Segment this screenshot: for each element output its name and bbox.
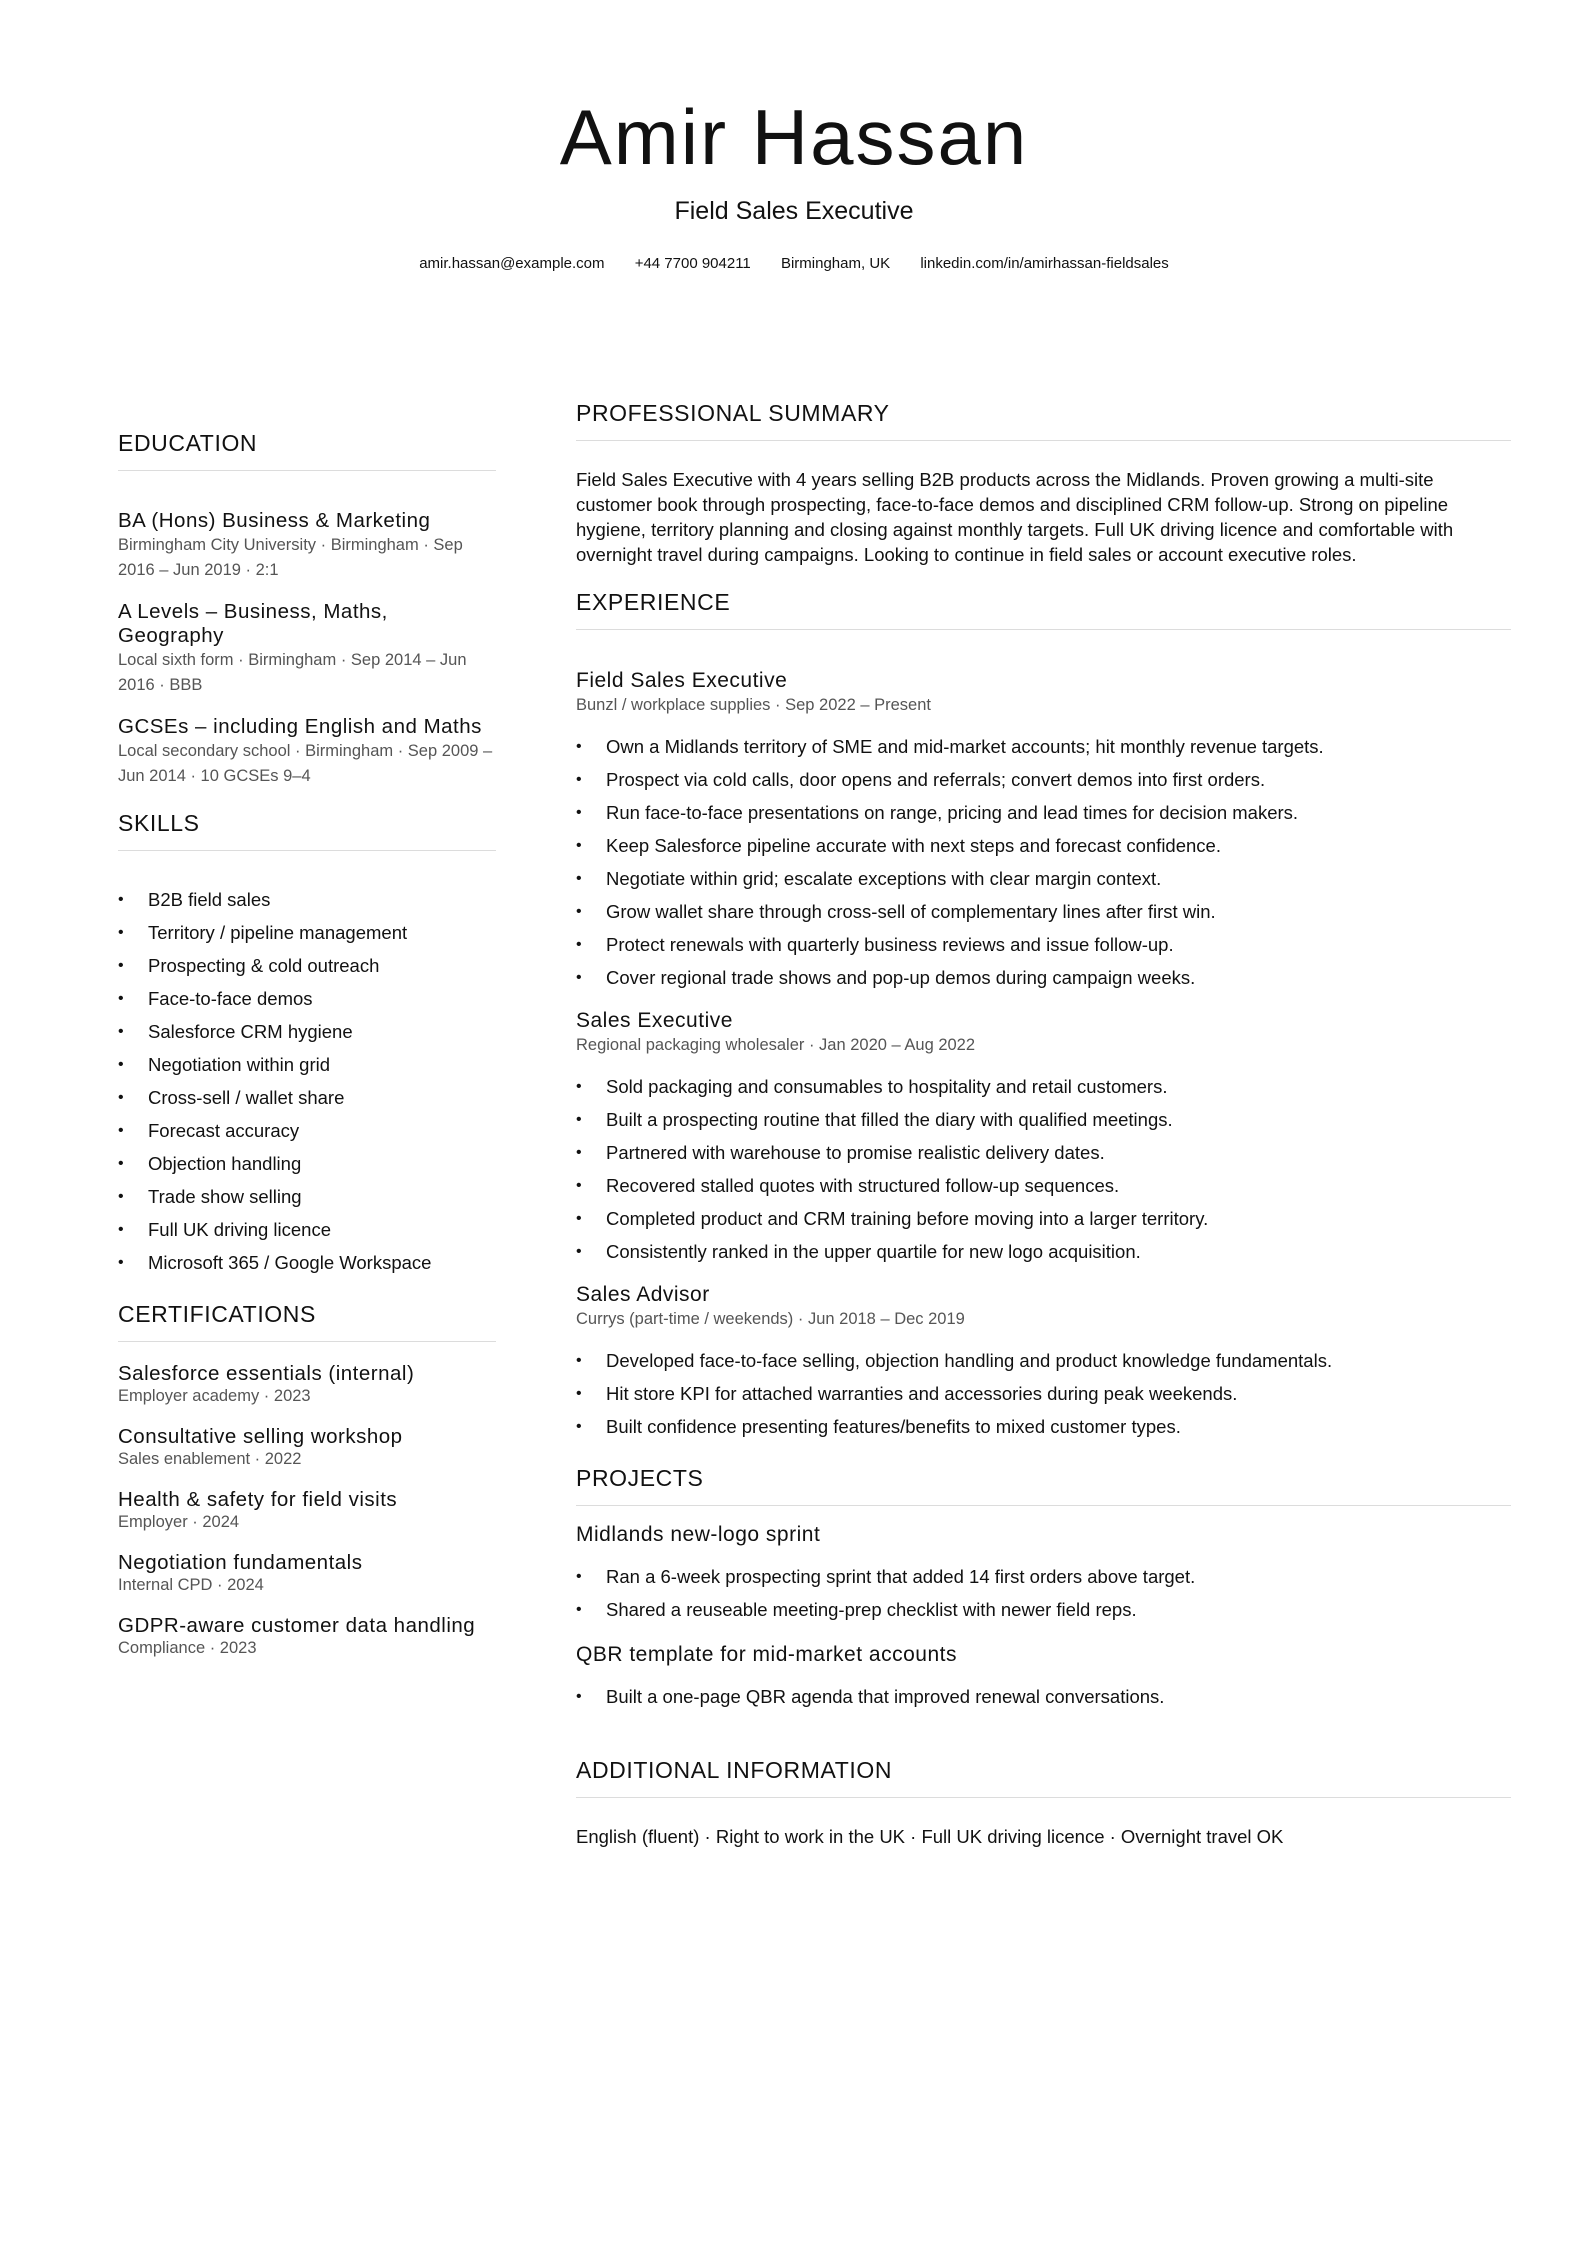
job-meta: Regional packaging wholesaler · Jan 2020 – Aug 2022 bbox=[576, 1036, 976, 1054]
project-bullet: • Built a one-page QBR agenda that improved renewal conversations. bbox=[576, 1680, 1511, 1713]
skill-item: • Territory / pipeline management bbox=[118, 916, 496, 949]
certification-name: Health & safety for field visits bbox=[118, 1488, 398, 1511]
project-name: QBR template for mid-market accounts bbox=[576, 1643, 957, 1666]
certifications-section bbox=[118, 1299, 496, 1658]
job-bullet: • Negotiate within grid; escalate exceptions with clear margin context. bbox=[576, 862, 1511, 895]
summary-section bbox=[576, 398, 1511, 567]
education-degree: A Levels – Business, Maths, Geography bbox=[118, 600, 388, 647]
candidate-headline: Field Sales Executive bbox=[674, 197, 914, 225]
education-degree: BA (Hons) Business & Marketing bbox=[118, 509, 431, 532]
job-bullets bbox=[576, 730, 1511, 994]
job-bullets bbox=[576, 1344, 1511, 1443]
certification-item bbox=[118, 1425, 496, 1469]
certification-details: Employer academy · 2023 bbox=[118, 1387, 311, 1405]
certification-name: Consultative selling workshop bbox=[118, 1425, 403, 1448]
project-name: Midlands new-logo sprint bbox=[576, 1523, 821, 1546]
job-title: Sales Executive bbox=[576, 1009, 733, 1032]
job-entry bbox=[576, 1282, 1511, 1443]
certification-item bbox=[118, 1551, 496, 1595]
additional-heading: ADDITIONAL INFORMATION bbox=[576, 1755, 1511, 1798]
certification-details: Compliance · 2023 bbox=[118, 1639, 257, 1657]
certification-details: Employer · 2024 bbox=[118, 1513, 240, 1531]
job-bullet: • Sold packaging and consumables to hospitality and retail customers. bbox=[576, 1070, 1511, 1103]
education-details: Birmingham City University · Birmingham · Sep 2016 – Jun 2019 · 2:1 bbox=[118, 536, 463, 579]
certification-item bbox=[118, 1614, 496, 1658]
skill-item: • Forecast accuracy bbox=[118, 1114, 496, 1147]
education-details: Local sixth form · Birmingham · Sep 2014 – Jun 2016 · BBB bbox=[118, 651, 467, 694]
job-bullet: • Grow wallet share through cross-sell of complementary lines after first win. bbox=[576, 895, 1511, 928]
education-section bbox=[118, 428, 496, 789]
additional-section bbox=[576, 1755, 1511, 1849]
projects-heading: PROJECTS bbox=[576, 1463, 1511, 1506]
certification-details: Internal CPD · 2024 bbox=[118, 1576, 264, 1594]
contact-email: amir.hassan@example.com bbox=[419, 255, 605, 272]
skill-item: • Trade show selling bbox=[118, 1180, 496, 1213]
education-degree: GCSEs – including English and Maths bbox=[118, 715, 482, 738]
summary-text: Field Sales Executive with 4 years selling B2B products across the Midlands. Proven growing a multi-site customer book through prospecting, face-to-face demos and disciplined CRM follow-up. Strong on pipeline hygiene, territory planning and closing against monthly targets. Full UK driving licence and comfortable with overnight travel during campaigns. Looking to continue in field sales or account executive roles. bbox=[576, 469, 1454, 565]
contact-phone: +44 7700 904211 bbox=[634, 255, 751, 272]
project-bullet: • Ran a 6-week prospecting sprint that added 14 first orders above target. bbox=[576, 1560, 1511, 1593]
job-bullet: • Own a Midlands territory of SME and mid-market accounts; hit monthly revenue targets. bbox=[576, 730, 1511, 763]
certification-item bbox=[118, 1362, 496, 1406]
education-details: Local secondary school · Birmingham · Sep 2009 – Jun 2014 · 10 GCSEs 9–4 bbox=[118, 742, 493, 785]
certification-name: GDPR-aware customer data handling bbox=[118, 1614, 476, 1637]
skill-item: • Face-to-face demos bbox=[118, 982, 496, 1015]
project-bullets bbox=[576, 1680, 1511, 1713]
certification-details: Sales enablement · 2022 bbox=[118, 1450, 302, 1468]
skill-item: • Prospecting & cold outreach bbox=[118, 949, 496, 982]
education-item bbox=[118, 715, 496, 789]
skills-section bbox=[118, 808, 496, 1279]
job-bullet: • Recovered stalled quotes with structured follow-up sequences. bbox=[576, 1169, 1511, 1202]
additional-text: English (fluent) · Right to work in the UK · Full UK driving licence · Overnight travel OK bbox=[576, 1826, 1284, 1847]
candidate-name: Amir Hassan bbox=[559, 93, 1029, 181]
contact-linkedin: linkedin.com/in/amirhassan-fieldsales bbox=[920, 255, 1169, 272]
contact-location: Birmingham, UK bbox=[780, 255, 891, 272]
skill-item: • Objection handling bbox=[118, 1147, 496, 1180]
job-bullet: • Keep Salesforce pipeline accurate with next steps and forecast confidence. bbox=[576, 829, 1511, 862]
job-bullet: • Built a prospecting routine that filled the diary with qualified meetings. bbox=[576, 1103, 1511, 1136]
experience-section bbox=[576, 587, 1511, 1443]
job-bullet: • Hit store KPI for attached warranties and accessories during peak weekends. bbox=[576, 1377, 1511, 1410]
experience-heading: EXPERIENCE bbox=[576, 587, 1511, 630]
job-bullets bbox=[576, 1070, 1511, 1268]
summary-heading: PROFESSIONAL SUMMARY bbox=[576, 398, 1511, 441]
skills-heading: SKILLS bbox=[118, 808, 496, 851]
education-item bbox=[118, 600, 496, 698]
skill-item: • B2B field sales bbox=[118, 883, 496, 916]
job-entry bbox=[576, 1008, 1511, 1268]
job-bullet: • Protect renewals with quarterly business reviews and issue follow-up. bbox=[576, 928, 1511, 961]
education-item bbox=[118, 509, 496, 583]
job-bullet: • Completed product and CRM training before moving into a larger territory. bbox=[576, 1202, 1511, 1235]
job-title: Field Sales Executive bbox=[576, 669, 788, 692]
certifications-heading: CERTIFICATIONS bbox=[118, 1299, 496, 1342]
skill-item: • Salesforce CRM hygiene bbox=[118, 1015, 496, 1048]
job-bullet: • Run face-to-face presentations on range, pricing and lead times for decision makers. bbox=[576, 796, 1511, 829]
job-title: Sales Advisor bbox=[576, 1283, 710, 1306]
skill-item: • Cross-sell / wallet share bbox=[118, 1081, 496, 1114]
project-bullets bbox=[576, 1560, 1511, 1626]
project-bullet: • Shared a reuseable meeting-prep checklist with newer field reps. bbox=[576, 1593, 1511, 1626]
contact-line bbox=[0, 254, 1588, 274]
project-entry bbox=[576, 1642, 1511, 1713]
left-column bbox=[118, 428, 496, 1658]
certification-item bbox=[118, 1488, 496, 1532]
job-bullet: • Prospect via cold calls, door opens and referrals; convert demos into first orders. bbox=[576, 763, 1511, 796]
job-bullet: • Partnered with warehouse to promise realistic delivery dates. bbox=[576, 1136, 1511, 1169]
projects-section bbox=[576, 1463, 1511, 1713]
project-entry bbox=[576, 1522, 1511, 1626]
skill-item: • Negotiation within grid bbox=[118, 1048, 496, 1081]
skill-item: • Full UK driving licence bbox=[118, 1213, 496, 1246]
job-bullet: • Built confidence presenting features/benefits to mixed customer types. bbox=[576, 1410, 1511, 1443]
certification-name: Salesforce essentials (internal) bbox=[118, 1362, 415, 1385]
skill-item: • Microsoft 365 / Google Workspace bbox=[118, 1246, 496, 1279]
right-column bbox=[576, 398, 1511, 1849]
job-bullet: • Consistently ranked in the upper quartile for new logo acquisition. bbox=[576, 1235, 1511, 1268]
skills-list bbox=[118, 883, 496, 1279]
job-bullet: • Cover regional trade shows and pop-up demos during campaign weeks. bbox=[576, 961, 1511, 994]
job-entry bbox=[576, 668, 1511, 994]
job-meta: Currys (part-time / weekends) · Jun 2018 – Dec 2019 bbox=[576, 1310, 965, 1328]
job-bullet: • Developed face-to-face selling, objection handling and product knowledge fundamentals. bbox=[576, 1344, 1511, 1377]
certification-name: Negotiation fundamentals bbox=[118, 1551, 363, 1574]
education-heading: EDUCATION bbox=[118, 428, 496, 471]
job-meta: Bunzl / workplace supplies · Sep 2022 – Present bbox=[576, 696, 931, 714]
